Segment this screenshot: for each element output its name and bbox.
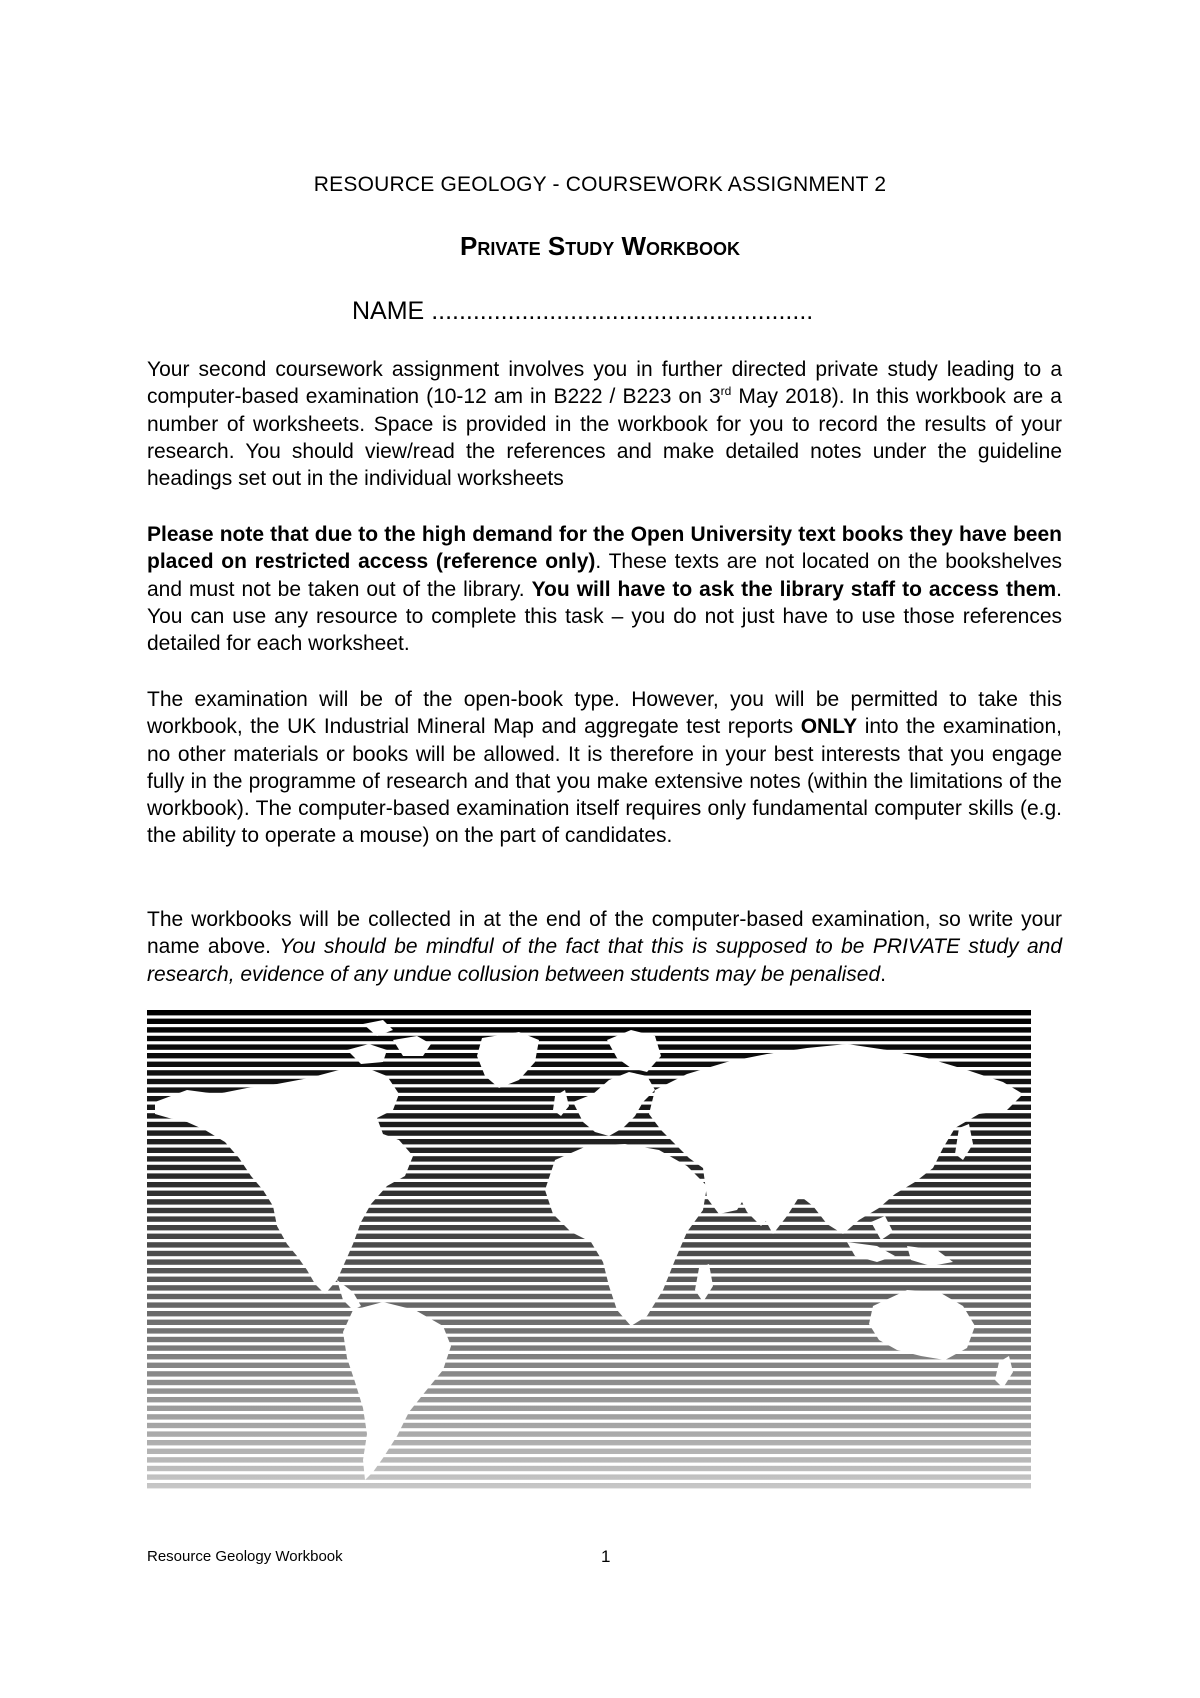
name-field [352, 296, 813, 326]
page-title: Private Study Workbook [459, 231, 740, 261]
library-note-text: . These texts are not located on the bookshelves and must not be taken out of the library. [147, 550, 1062, 601]
library-note-bold: Please note that due to the high demand for the Open University text books they have been placed on restricted access (reference only) [147, 523, 1062, 574]
intro-paragraph [147, 356, 1062, 492]
course-heading: RESOURCE GEOLOGY - COURSEWORK ASSIGNMENT 2 [313, 173, 887, 196]
collusion-warning: You should be mindful of the fact that this is supposed to be PRIVATE study and research, evidence of any undue collusion between students may be penalised [147, 935, 1062, 986]
collection-text-end: . [880, 962, 886, 986]
intro-text: Your second coursework assignment involves you in further directed private study leading to a computer-based examination (10-12 am in B222 / B223 on 3 [147, 358, 1062, 409]
examination-paragraph [147, 686, 1062, 850]
library-staff-bold: You will have to ask the library staff to access them [531, 577, 1057, 601]
page-number: 1 [601, 1547, 611, 1566]
only-bold: ONLY [800, 715, 858, 739]
world-map-icon [147, 1010, 1031, 1490]
name-dots: ....................................................... [431, 297, 814, 325]
library-note-text-cont: . You can use any resource to complete this task – you do not just have to use those references detailed for each worksheet. [147, 577, 1062, 656]
collection-text: The workbooks will be collected in at the end of the computer-based examination, so write your name above. [147, 908, 1062, 959]
date-ordinal: rd [720, 384, 732, 399]
footer-title: Resource Geology Workbook [147, 1548, 343, 1565]
library-note-paragraph [147, 521, 1062, 657]
intro-text-cont: May 2018). In this workbook are a number of worksheets. Space is provided in the workbook for you to record the results of your research. You should view/read the references and make detailed notes under the guideline headings set out in the individual worksheets [147, 385, 1062, 491]
exam-text: The examination will be of the open-book type. However, you will be permitted to take this workbook, the UK Industrial Mineral Map and aggregate test reports [147, 688, 1062, 739]
collection-paragraph [147, 906, 1062, 988]
exam-text-cont: into the examination, no other materials or books will be allowed. It is therefore in your best interests that you engage fully in the programme of research and that you make extensive notes (within the limitations of the workbook). The computer-based examination itself requires only fundamental computer skills (e.g. the ability to operate a mouse) on the part of candidates. [147, 715, 1062, 848]
name-label: NAME [352, 297, 425, 325]
